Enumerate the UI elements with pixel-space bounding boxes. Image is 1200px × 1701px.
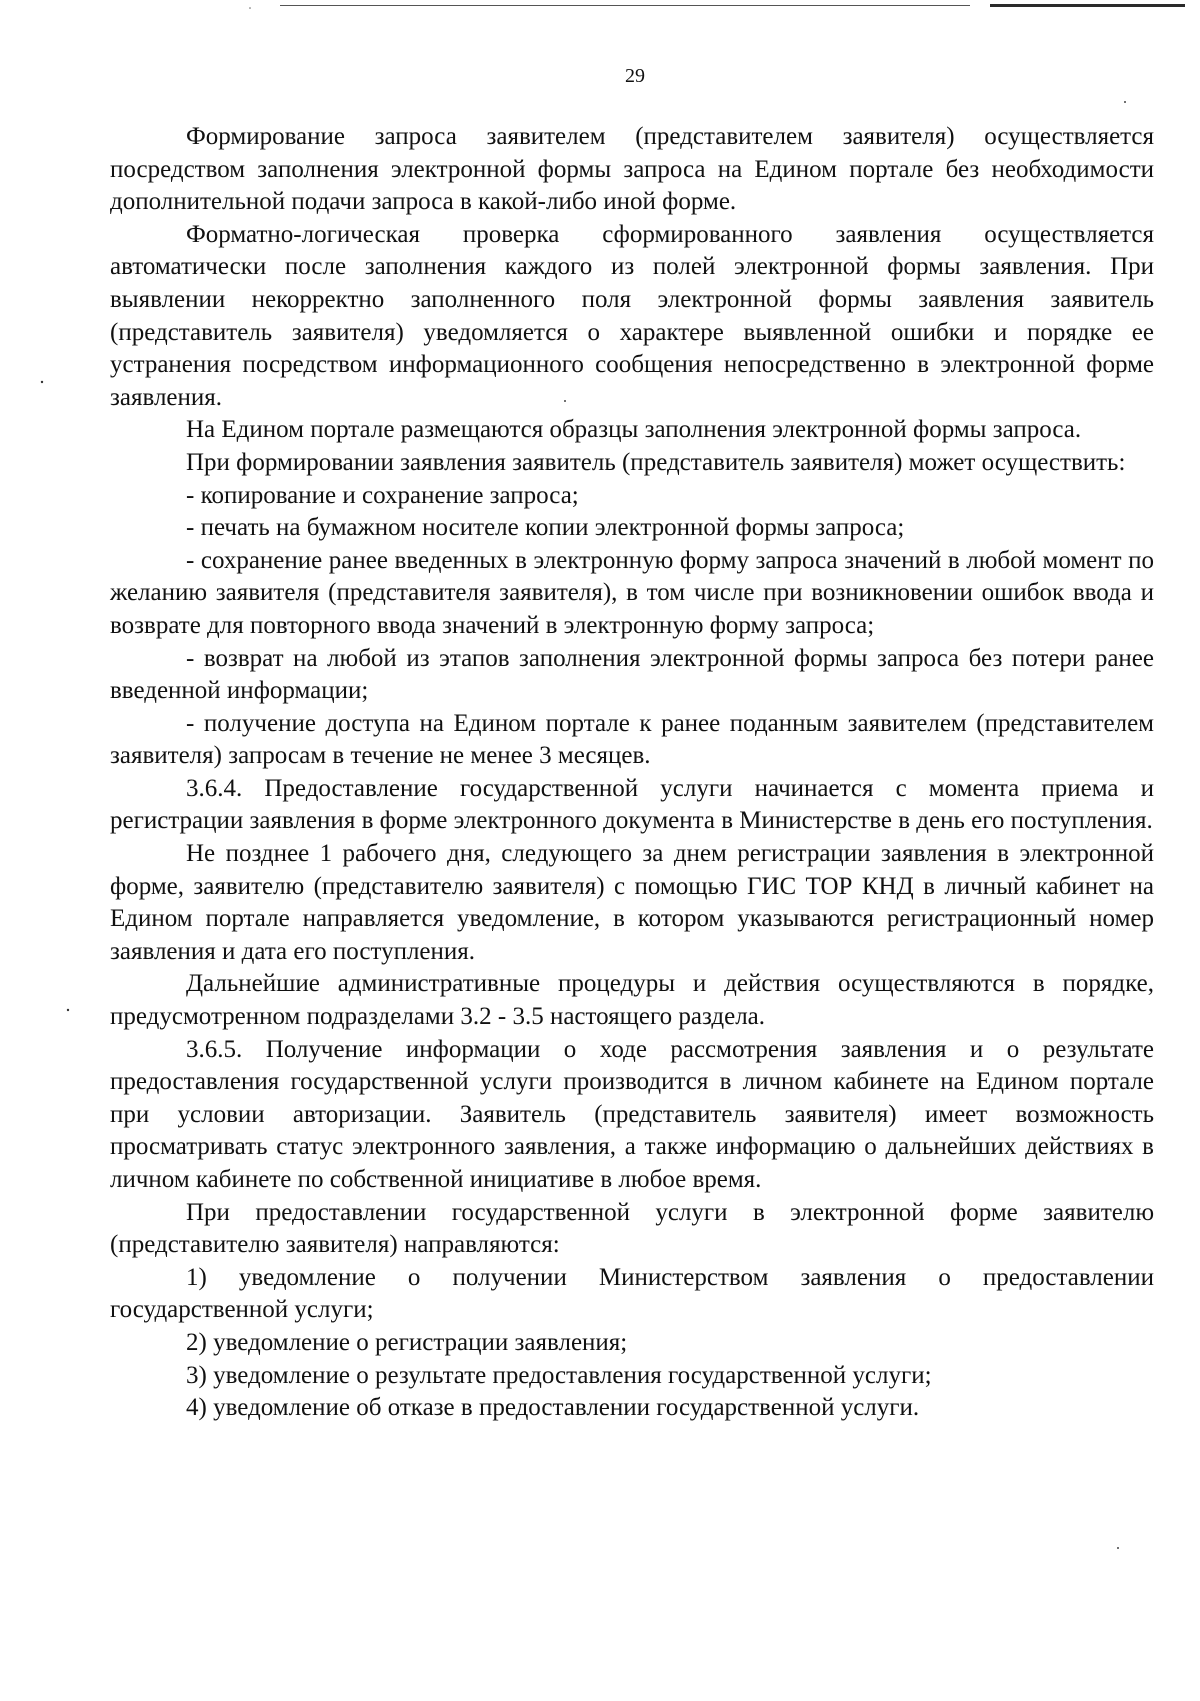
list-item: - печать на бумажном носителе копии электронной формы запроса; [186, 514, 905, 542]
list-item: - возврат на любой из этапов заполнения электронной формы запроса без потери ранее введенной информации; [110, 644, 1154, 705]
paragraph: Дальнейшие административные процедуры и действия осуществляются в порядке, предусмотренном подразделами 3.2 - 3.5 настоящего раздела. [110, 970, 1154, 1031]
list-item: 2) уведомление о регистрации заявления; [186, 1328, 628, 1356]
list-item: 3) уведомление о результате предоставления государственной услуги; [186, 1361, 932, 1389]
paragraph: При предоставлении государственной услуги в электронной форме заявителю (представителю заявителя) направляются: [110, 1198, 1154, 1259]
list-item: 4) уведомление об отказе в предоставлении государственной услуги. [186, 1394, 920, 1422]
list-item: - копирование и сохранение запроса; [186, 481, 579, 509]
list-item: - сохранение ранее введенных в электронную форму запроса значений в любой момент по желанию заявителя (представителя заявителя), в том числе при возникновении ошибок ввода и возврате для повторного ввода значений в электронную форму запроса; [110, 546, 1154, 639]
paragraph: 3.6.4. Предоставление государственной услуги начинается с момента приема и регистрации заявления в форме электронного документа в Министерстве в день его поступления. [110, 774, 1154, 835]
paragraph: 3.6.5. Получение информации о ходе рассмотрения заявления и о результате предоставления государственной услуги производится в личном кабинете на Едином портале при условии авторизации. Заявитель (представитель заявителя) имеет возможность просматривать статус электронного заявления, а также информацию о дальнейших действиях в личном кабинете по собственной инициативе в любое время. [110, 1035, 1154, 1193]
paragraph: При формировании заявления заявитель (представитель заявителя) может осуществить: [186, 448, 1126, 476]
paragraph: Формирование запроса заявителем (представителем заявителя) осуществляется посредством заполнения электронной формы запроса на Едином портале без необходимости дополнительной подачи запроса в какой-либо иной форме. [110, 123, 1154, 216]
paragraph: Не позднее 1 рабочего дня, следующего за днем регистрации заявления в электронной форме, заявителю (представителю заявителя) с помощью ГИС ТОР КНД в личный кабинет на Едином портале направляется уведомление, в котором указываются регистрационный номер заявления и дата его поступления. [110, 840, 1154, 965]
page-number: 29 [625, 65, 645, 87]
list-item: - получение доступа на Едином портале к ранее поданным заявителем (представителем заявителя) запросам в течение не менее 3 месяцев. [110, 709, 1154, 770]
paragraph: Форматно-логическая проверка сформированного заявления осуществляется автоматически после заполнения каждого из полей электронной формы заявления. При выявлении некорректно заполненного поля электронной формы заявления заявитель (представитель заявителя) уведомляется о характере выявленной ошибки и порядке ее устранения посредством информационного сообщения непосредственно в электронной форме заявления. [110, 220, 1154, 411]
paragraph: На Едином портале размещаются образцы заполнения электронной формы запроса. [186, 416, 1082, 444]
list-item: 1) уведомление о получении Министерством заявления о предоставлении государственной услуги; [110, 1263, 1154, 1324]
